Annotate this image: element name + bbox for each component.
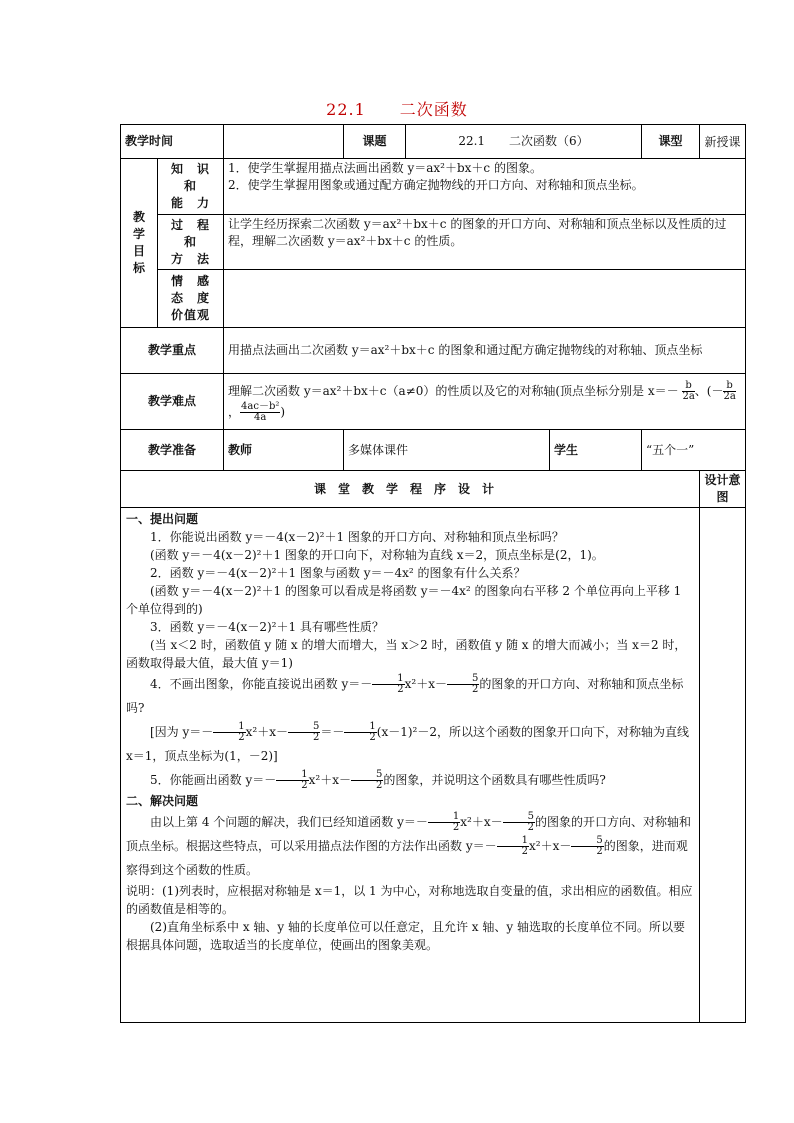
intent-cell: [700, 508, 746, 1023]
objective-process-text: 让学生经历探索二次函数 y＝ax²＋bx＋c 的图象的开口方向、对称轴和顶点坐标以及性质的过程，理解二次函数 y＝ax²＋bx＋c 的性质。: [224, 215, 746, 270]
type-value: 新授课: [700, 125, 746, 159]
topic-label: 课题: [344, 125, 406, 159]
time-label: 教学时间: [121, 125, 224, 159]
section-heading: 一、提出问题: [126, 512, 199, 526]
note: 说明：(1)列表时，应根据对称轴是 x＝1，以 1 为中心，对称地选取自变量的值，求出相应的函数值。相应的函数值是相等的。: [126, 884, 693, 916]
question: 1．你能说出函数 y＝－4(x－2)²＋1 图象的开口方向、对称轴和顶点坐标吗？: [150, 530, 564, 544]
objectives-label: 教 学 目 标: [121, 159, 158, 328]
lesson-plan-table: [120, 124, 746, 1023]
difficulty-label: 教学难点: [121, 374, 224, 430]
question: 4．不画出图象，你能直接说出函数 y＝－ $\frac{1}{2}$ x²＋x－ $\frac{5}{2}$ 的图象的开口方向、对称轴和顶点坐标吗?: [126, 673, 684, 715]
fraction: $\frac{b}{2a}$: [723, 379, 736, 402]
teacher-value: 多媒体课件: [344, 430, 550, 471]
note: (2)直角坐标系中 x 轴、y 轴的长度单位可以任意定，且允许 x 轴、y 轴选取的长度单位不同。所以要根据具体问题，选取适当的长度单位，使画出的图象美观。: [126, 920, 685, 952]
teacher-label: 教师: [224, 430, 344, 471]
type-label: 课型: [642, 125, 700, 159]
question: 2．函数 y＝－4(x－2)²＋1 图象与函数 y＝－4x² 的图象有什么关系？: [150, 566, 526, 580]
question: 3．函数 y＝－4(x－2)²＋1 具有哪些性质？: [150, 620, 384, 634]
paragraph: 由以上第 4 个问题的解决，我们已经知道函数 y＝－ $\frac{1}{2}$ x²＋x－ $\frac{5}{2}$ 的图象的开口方向、对称轴和顶点坐标。根据这些特点，可以采用描点法作图的方法作出函数 y＝－ $\frac{1}{2}$ x²＋x－ $\frac{5}{2}$ 的图象，进而观察得到这个函数的性质。: [126, 811, 691, 877]
design-header: 课堂教学程序设计: [121, 471, 700, 508]
answer: (函数 y＝－4(x－2)²＋1 图象的开口向下，对称轴为直线 x＝2，顶点坐标是(2，1)。: [150, 548, 604, 562]
objective-emotion-text: [224, 270, 746, 328]
difficulty-text: 理解二次函数 y＝ax²＋bx＋c（a≠0）的性质以及它的对称轴(顶点坐标分别是 x＝－ $\frac{b}{2a}$ 、(－ $\frac{b}{2a}$ ， $\frac{\text{4ac－b²}}{4a}$ ): [224, 374, 746, 430]
answer: (当 x＜2 时，函数值 y 随 x 的增大而增大，当 x＞2 时，函数值 y 随 x 的增大而减小；当 x＝2 时，函数取得最大值，最大值 y＝1): [126, 638, 687, 670]
objective-sub-process: 过 程 和 方 法: [158, 215, 224, 270]
student-label: 学生: [550, 430, 642, 471]
student-value: “五个一”: [642, 430, 746, 471]
title-number: 22.1: [326, 100, 366, 119]
objective-sub-knowledge: 知 识 和 能 力: [158, 159, 224, 215]
key-point-text: 用描点法画出二次函数 y＝ax²＋bx＋c 的图象和通过配方确定抛物线的对称轴、顶点坐标: [224, 328, 746, 374]
topic-value: 22.1 二次函数（6）: [406, 125, 642, 159]
answer: (函数 y＝－4(x－2)²＋1 的图象可以看成是将函数 y＝－4x² 的图象向右平移 2 个单位再向上平移 1 个单位得到的): [126, 584, 682, 616]
key-point-label: 教学重点: [121, 328, 224, 374]
title-name: 二次函数: [399, 100, 468, 119]
fraction: $\frac{\text{4ac－b²}}{4a}$: [241, 400, 280, 423]
objective-knowledge-text: 1．使学生掌握用描点法画出函数 y＝ax²＋bx＋c 的图象。 2．使学生掌握用图象或通过配方确定抛物线的开口方向、对称轴和顶点坐标。: [224, 159, 746, 215]
section-heading: 二、解决问题: [126, 794, 199, 808]
fraction: $\frac{b}{2a}$: [682, 379, 695, 402]
objective-sub-emotion: 情 感 态 度 价值观: [158, 270, 224, 328]
time-value: [224, 125, 344, 159]
lesson-content: [121, 508, 700, 1023]
intent-header: 设计意图: [700, 471, 746, 508]
answer: [因为 y＝－ $\frac{1}{2}$ x²＋x－ $\frac{5}{2}$ ＝－ $\frac{1}{2}$ (x－1)²－2，所以这个函数的图象开口向下，对称轴为直线 x＝1，顶点坐标为(1，－2)]: [126, 721, 689, 763]
page-title: [0, 97, 794, 120]
question: 5．你能画出函数 y＝－ $\frac{1}{2}$ x²＋x－ $\frac{5}{2}$ 的图象，并说明这个函数具有哪些性质吗?: [150, 769, 606, 791]
header-row: [121, 125, 746, 159]
prep-label: 教学准备: [121, 430, 224, 471]
